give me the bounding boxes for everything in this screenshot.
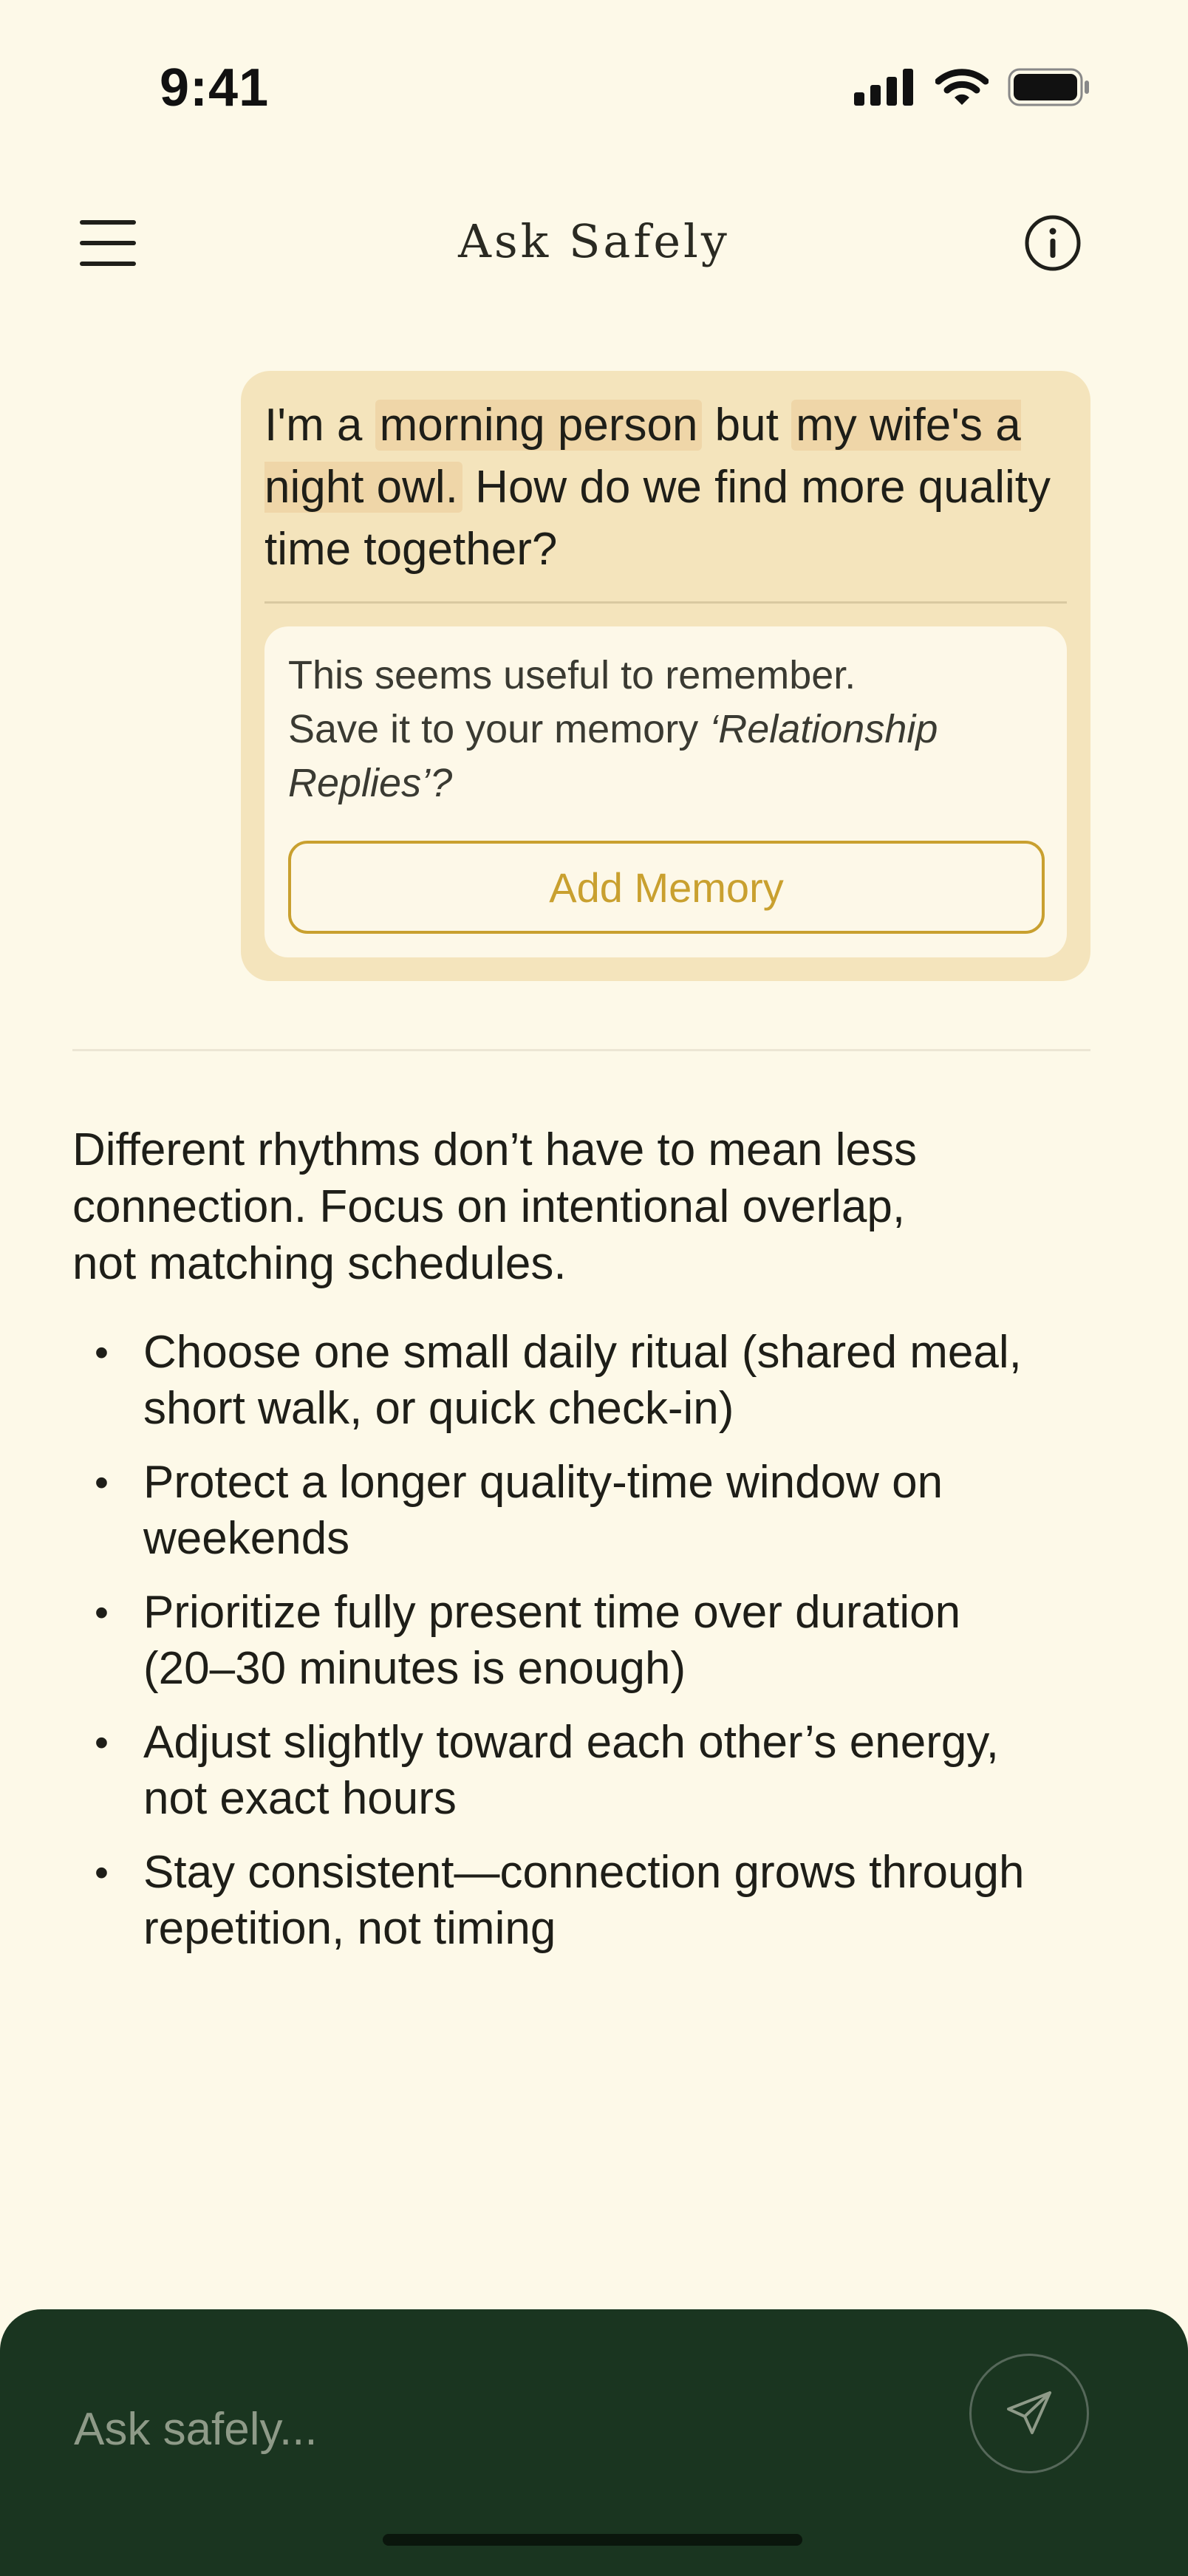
battery-icon: [1008, 68, 1090, 106]
wifi-icon: [935, 68, 989, 106]
status-bar: [0, 0, 1188, 148]
assistant-reply: [72, 1121, 1033, 1975]
highlighted-phrase: morning person: [375, 400, 703, 451]
cellular-signal-icon: [854, 69, 916, 106]
send-icon: [1003, 2387, 1056, 2440]
ask-input[interactable]: [72, 2388, 888, 2470]
add-memory-button[interactable]: Add Memory: [288, 841, 1045, 934]
memory-line-2: Save it to your memory: [288, 707, 710, 751]
memory-line-1: This seems useful to remember.: [288, 653, 856, 697]
list-item: • Protect a longer quality-time window on weekends: [72, 1455, 1030, 1567]
home-indicator: [383, 2534, 802, 2546]
user-message-bubble: [241, 371, 1090, 981]
bubble-divider: [264, 601, 1067, 604]
list-item: • Prioritize fully present time over duration (20–30 minutes is enough): [72, 1585, 1030, 1697]
user-message-text: [264, 394, 1070, 581]
highlighted-phrase: my wife's a night owl.: [264, 400, 1021, 513]
list-item: • Adjust slightly toward each other’s energy, not exact hours: [72, 1715, 1030, 1827]
message-segment: but: [702, 400, 792, 451]
page-title: Ask Safely: [458, 214, 730, 268]
top-nav: [0, 185, 1188, 303]
list-item: • Choose one small daily ritual (shared meal, short walk, or quick check-in): [72, 1325, 1030, 1437]
memory-suggestion-text: [288, 649, 1042, 810]
status-time: 9:41: [160, 58, 270, 117]
message-composer: [0, 2309, 1188, 2576]
list-item: • Stay consistent—connection grows through repetition, not timing: [72, 1845, 1030, 1957]
info-icon[interactable]: [1024, 214, 1082, 272]
message-segment: How do we find more quality time together?: [264, 462, 1051, 575]
memory-suggestion-card: [264, 626, 1067, 957]
status-icons: [854, 68, 1090, 106]
send-button[interactable]: [969, 2354, 1089, 2473]
message-segment: I'm a: [264, 400, 375, 451]
memory-name: ‘Relationship Replies’?: [288, 707, 938, 805]
reply-intro: Different rhythms don’t have to mean less connection. Focus on intentional overlap, not matching schedules.: [72, 1124, 917, 1289]
section-divider: [72, 1049, 1090, 1051]
reply-bullet-list: [72, 1325, 1033, 1957]
